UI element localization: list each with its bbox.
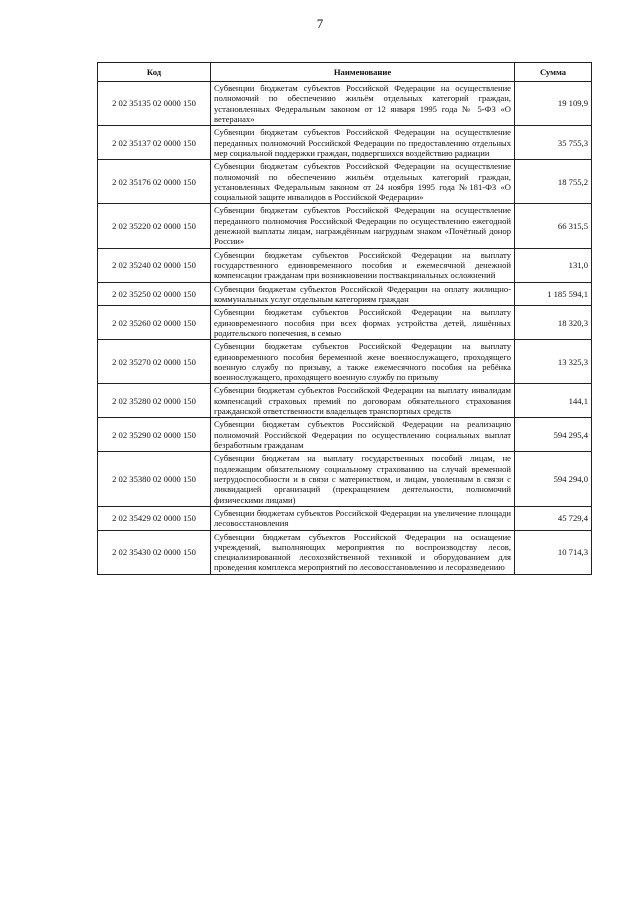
table-header-row bbox=[98, 63, 592, 82]
cell-code: 2 02 35135 02 0000 150 bbox=[98, 82, 211, 126]
cell-code: 2 02 35220 02 0000 150 bbox=[98, 204, 211, 248]
cell-sum: 594 294,0 bbox=[515, 452, 592, 507]
table-row bbox=[98, 384, 592, 418]
cell-code: 2 02 35290 02 0000 150 bbox=[98, 418, 211, 452]
subventions-table bbox=[97, 62, 592, 575]
cell-code: 2 02 35380 02 0000 150 bbox=[98, 452, 211, 507]
cell-name: Субвенции бюджетам субъектов Российской Федерации на выплату единовременного пособия при всех формах устройства детей, лишённых родительского попечения, в семью bbox=[211, 306, 515, 340]
cell-name: Субвенции бюджетам субъектов Российской Федерации на выплату единовременного пособия беременной жене военнослужащего, проходящего военную службу по призыву, а также ежемесячного пособия на ребёнка военнослужащего, проходящего военную службу по призыву bbox=[211, 340, 515, 384]
cell-sum: 1 185 594,1 bbox=[515, 282, 592, 306]
cell-sum: 594 295,4 bbox=[515, 418, 592, 452]
table-row bbox=[98, 418, 592, 452]
cell-code: 2 02 35176 02 0000 150 bbox=[98, 160, 211, 204]
cell-name: Субвенции бюджетам субъектов Российской Федерации на выплату государственного единовременного пособия и ежемесячной денежной компенсации гражданам при возникновении поствакцинальных осложнений bbox=[211, 248, 515, 282]
table-row bbox=[98, 306, 592, 340]
cell-name: Субвенции бюджетам субъектов Российской Федерации на осуществление полномочий по обеспечению жильём отдельных категорий граждан, установленных Федеральным законом от 12 января 1995 года № 5-ФЗ «О ветеранах» bbox=[211, 82, 515, 126]
header-name: Наименование bbox=[211, 63, 515, 82]
cell-code: 2 02 35137 02 0000 150 bbox=[98, 126, 211, 160]
cell-sum: 18 320,3 bbox=[515, 306, 592, 340]
cell-sum: 45 729,4 bbox=[515, 506, 592, 530]
table-row bbox=[98, 530, 592, 574]
cell-sum: 35 755,3 bbox=[515, 126, 592, 160]
header-sum: Сумма bbox=[515, 63, 592, 82]
cell-code: 2 02 35429 02 0000 150 bbox=[98, 506, 211, 530]
table-row bbox=[98, 82, 592, 126]
cell-name: Субвенции бюджетам субъектов Российской Федерации на осуществление переданного полномочия Российской Федерации по осуществлению ежегодной денежной выплаты лицам, награждённым нагрудным знаком «Почётный донор России» bbox=[211, 204, 515, 248]
cell-name: Субвенции бюджетам субъектов Российской Федерации на реализацию полномочий Российской Федерации по осуществлению социальных выплат безработным гражданам bbox=[211, 418, 515, 452]
cell-name: Субвенции бюджетам на выплату государственных пособий лицам, не подлежащим обязательному социальному страхованию на случай временной нетрудоспособности и в связи с материнством, и лицам, уволенным в связи с ликвидацией организаций (прекращением деятельности, полномочий физическими лицами) bbox=[211, 452, 515, 507]
cell-sum: 131,0 bbox=[515, 248, 592, 282]
cell-code: 2 02 35260 02 0000 150 bbox=[98, 306, 211, 340]
table-row bbox=[98, 160, 592, 204]
cell-name: Субвенции бюджетам субъектов Российской Федерации на оплату жилищно-коммунальных услуг отдельным категориям граждан bbox=[211, 282, 515, 306]
cell-sum: 19 109,9 bbox=[515, 82, 592, 126]
table-row bbox=[98, 126, 592, 160]
cell-sum: 144,1 bbox=[515, 384, 592, 418]
cell-sum: 10 714,3 bbox=[515, 530, 592, 574]
cell-sum: 13 325,3 bbox=[515, 340, 592, 384]
cell-code: 2 02 35280 02 0000 150 bbox=[98, 384, 211, 418]
cell-code: 2 02 35250 02 0000 150 bbox=[98, 282, 211, 306]
cell-code: 2 02 35240 02 0000 150 bbox=[98, 248, 211, 282]
cell-name: Субвенции бюджетам субъектов Российской Федерации на оснащение учреждений, выполняющих мероприятия по воспроизводству лесов, специализированной лесохозяйственной техникой и оборудованием для проведения комплекса мероприятий по лесовосстановлению и лесоразведению bbox=[211, 530, 515, 574]
table-row bbox=[98, 248, 592, 282]
cell-name: Субвенции бюджетам субъектов Российской Федерации на осуществление переданных полномочий Российской Федерации по предоставлению отдельных мер социальной поддержки граждан, подвергшихся воздействию радиации bbox=[211, 126, 515, 160]
cell-code: 2 02 35430 02 0000 150 bbox=[98, 530, 211, 574]
table-row bbox=[98, 506, 592, 530]
header-code: Код bbox=[98, 63, 211, 82]
table-row bbox=[98, 452, 592, 507]
cell-sum: 66 315,5 bbox=[515, 204, 592, 248]
cell-name: Субвенции бюджетам субъектов Российской Федерации на выплату инвалидам компенсаций страховых премий по договорам обязательного страхования гражданской ответственности владельцев транспортных средств bbox=[211, 384, 515, 418]
cell-name: Субвенции бюджетам субъектов Российской Федерации на увеличение площади лесовосстановления bbox=[211, 506, 515, 530]
cell-name: Субвенции бюджетам субъектов Российской Федерации на осуществление полномочий по обеспечению жильём отдельных категорий граждан, установленных Федеральным законом от 24 ноября 1995 года №181-ФЗ «О социальной защите инвалидов в Российской Федерации» bbox=[211, 160, 515, 204]
page-number: 7 bbox=[316, 16, 324, 31]
table-row bbox=[98, 282, 592, 306]
cell-code: 2 02 35270 02 0000 150 bbox=[98, 340, 211, 384]
cell-sum: 18 755,2 bbox=[515, 160, 592, 204]
table-row bbox=[98, 340, 592, 384]
table-row bbox=[98, 204, 592, 248]
